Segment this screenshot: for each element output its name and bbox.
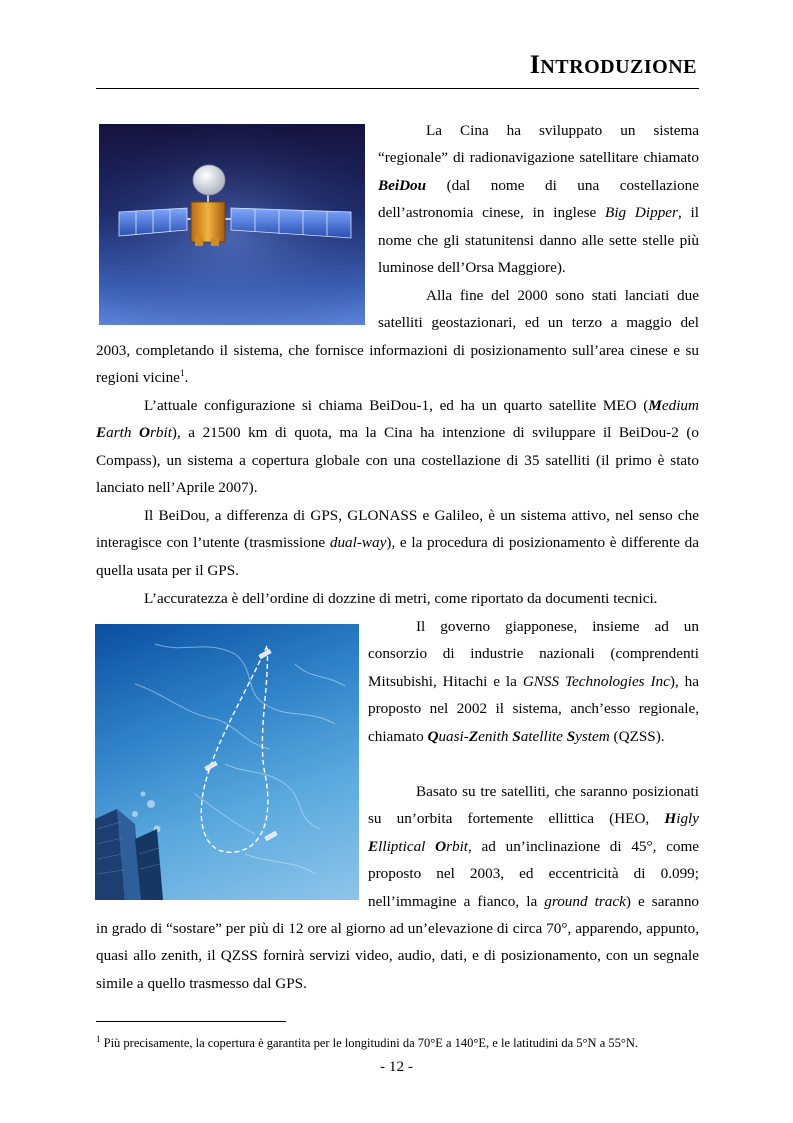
footnote-rule — [96, 1021, 286, 1022]
page-header-title: INTRODUZIONE — [529, 50, 697, 79]
paragraph-accuracy: L’accuratezza è dell’ordine di dozzine di metri, come riportato da documenti tecnici. — [144, 590, 658, 607]
beidou-satellite-image — [99, 124, 365, 325]
paragraph-qzss-intro: Il governo giapponese, insieme ad un consorzio di industrie nazionali (comprendenti Mitsubishi, Hitachi e la GNSS Technologies Inc), ha proposto nel 2002 il sistema, anch’esso regionale, chiamato Quasi-Zenith Satellite System (QZSS). — [368, 618, 699, 745]
footnote: $^1$ Più precisamente, la copertura è garantita per le longitudini da 70°E a 140°E, e le latitudini da 5°N a 55°N. — [96, 1034, 639, 1051]
paragraph-launch-part2: 2003, completando il sistema, che fornisce informazioni di posizionamento sull’area cinese e su regioni vicine$^1$. — [96, 342, 699, 387]
qzss-ground-track-image — [95, 624, 359, 900]
header-rule — [96, 88, 699, 89]
paragraph-launch-part1: Alla fine del 2000 sono stati lanciati due satelliti geostazionari, ed un terzo a maggio del — [378, 287, 699, 332]
paragraph-beidou-active: Il BeiDou, a differenza di GPS, GLONASS e Galileo, è un sistema attivo, nel senso che interagisce con l’utente (trasmissione dual-way), e la procedura di posizionamento è differente da quella usata per il GPS. — [96, 507, 699, 579]
footnote-ref: 1 — [179, 368, 185, 379]
paragraph-beidou-intro: La Cina ha sviluppato un sistema “regionale” di radionavigazione satellitare chiamato BeiDou (dal nome di una costellazione dell’astronomia cinese, in inglese Big Dipper, il nome che gli statunitensi danno alle sette stelle più luminose dell’Orsa Maggiore). — [378, 122, 699, 277]
page-number: - 12 - — [380, 1058, 413, 1075]
paragraph-qzss-orbit-part2: in grado di “sostare” per più di 12 ore al giorno ad un’elevazione di circa 70°, apparendo, appunto, quasi allo zenith, il QZSS fornirà servizi video, audio, dati, e di posizionamento, con un segnale simile a quello trasmesso dal GPS. — [96, 920, 699, 992]
paragraph-beidou-config: L’attuale configurazione si chiama BeiDou-1, ed ha un quarto satellite MEO (Medium Earth Orbit), a 21500 km di quota, ma la Cina ha intenzione di sviluppare il BeiDou-2 (o Compass), un sistema a copertura globale con una costellazione di 35 satelliti (il primo è stato lanciato nell’Aprile 2007). — [96, 397, 699, 497]
paragraph-qzss-orbit-part1: Basato su tre satelliti, che saranno posizionati su un’orbita fortemente ellittica (HEO, Higly Elliptical Orbit, ad un’inclinazione di 45°, come proposto nel 2003, ed eccentricità di 0.099; nell’immagine a fianco, la ground track) e saranno — [368, 783, 700, 910]
